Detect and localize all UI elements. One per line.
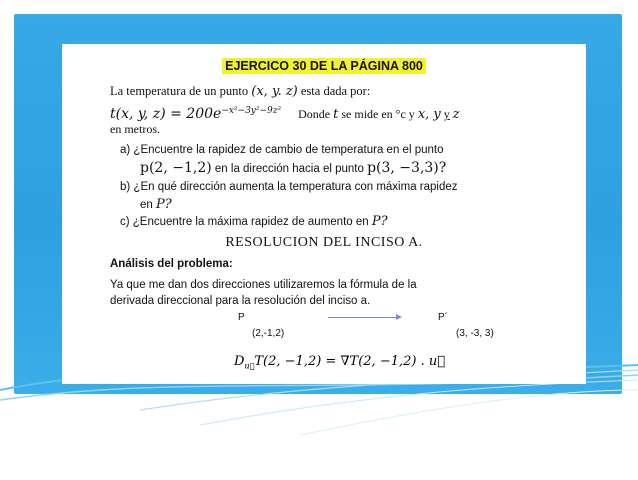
point-pp-coords: (3, -3, 3) (456, 328, 494, 339)
xy-vars: x, y (417, 107, 441, 122)
question-a-line-2 (140, 160, 446, 176)
analysis-heading: Análisis del problema: (110, 258, 233, 270)
question-c (120, 214, 388, 229)
temperature-formula: t(x, y, z) = 200e (110, 106, 222, 122)
intro-line-3: en metros. (110, 122, 160, 136)
z-var: z (452, 107, 460, 122)
derivative-d: D (234, 354, 245, 369)
point-p-label: P (238, 312, 245, 323)
point-p-symbol-c: P? (371, 214, 388, 229)
document-page (62, 44, 586, 384)
units-text: se mide en °c y (341, 107, 415, 121)
intro-text: La temperatura de un punto (110, 84, 249, 98)
direction-arrow (328, 317, 398, 318)
exercise-title (62, 57, 586, 75)
question-b-line-1: b) ¿En qué dirección aumenta la temperatura con máxima rapidez (120, 181, 458, 193)
analysis-paragraph-2: derivada direccional para la resolución del inciso a. (110, 295, 371, 307)
point-expression: (x, y. z) (251, 84, 298, 99)
analysis-paragraph-1: Ya que me dan dos direcciones utilizaremos la fórmula de la (110, 279, 417, 291)
question-a-line-1: a) ¿Encuentre la rapidez de cambio de temperatura en el punto (120, 144, 444, 156)
question-c-text: c) ¿Encuentre la máxima rapidez de aumento en (120, 216, 369, 228)
formula-line (110, 106, 460, 122)
derivative-rest: T(2, −1,2) = ∇T(2, −1,2) . u⃗ (254, 354, 446, 369)
intro-text-end: esta dada por: (300, 84, 371, 98)
en-text: en (140, 199, 153, 211)
point-p-symbol: P? (156, 197, 172, 212)
direction-text: en la dirección hacia el punto (214, 163, 364, 175)
directional-derivative-equation (234, 353, 445, 371)
intro-line-1 (110, 84, 370, 99)
point-p-coords: (2,-1,2) (252, 328, 285, 339)
question-b-line-2 (140, 197, 172, 212)
title-text: EJERCICO 30 DE LA PÁGINA 800 (222, 58, 426, 74)
derivative-subscript: u⃗ (244, 361, 255, 371)
donde-text: Donde (298, 107, 331, 121)
t-symbol: t (333, 107, 339, 122)
point-q: p(3, −3,3)? (367, 160, 447, 176)
resolution-heading: RESOLUCION DEL INCISO A. (225, 235, 423, 250)
point-p: p(2, −1,2) (140, 160, 212, 176)
formula-exponent: −x²−3y²−9z² (221, 106, 282, 116)
point-pp-label: P´ (438, 312, 448, 323)
arrow-head-icon (396, 314, 402, 320)
y-conjunction: y (443, 107, 450, 121)
